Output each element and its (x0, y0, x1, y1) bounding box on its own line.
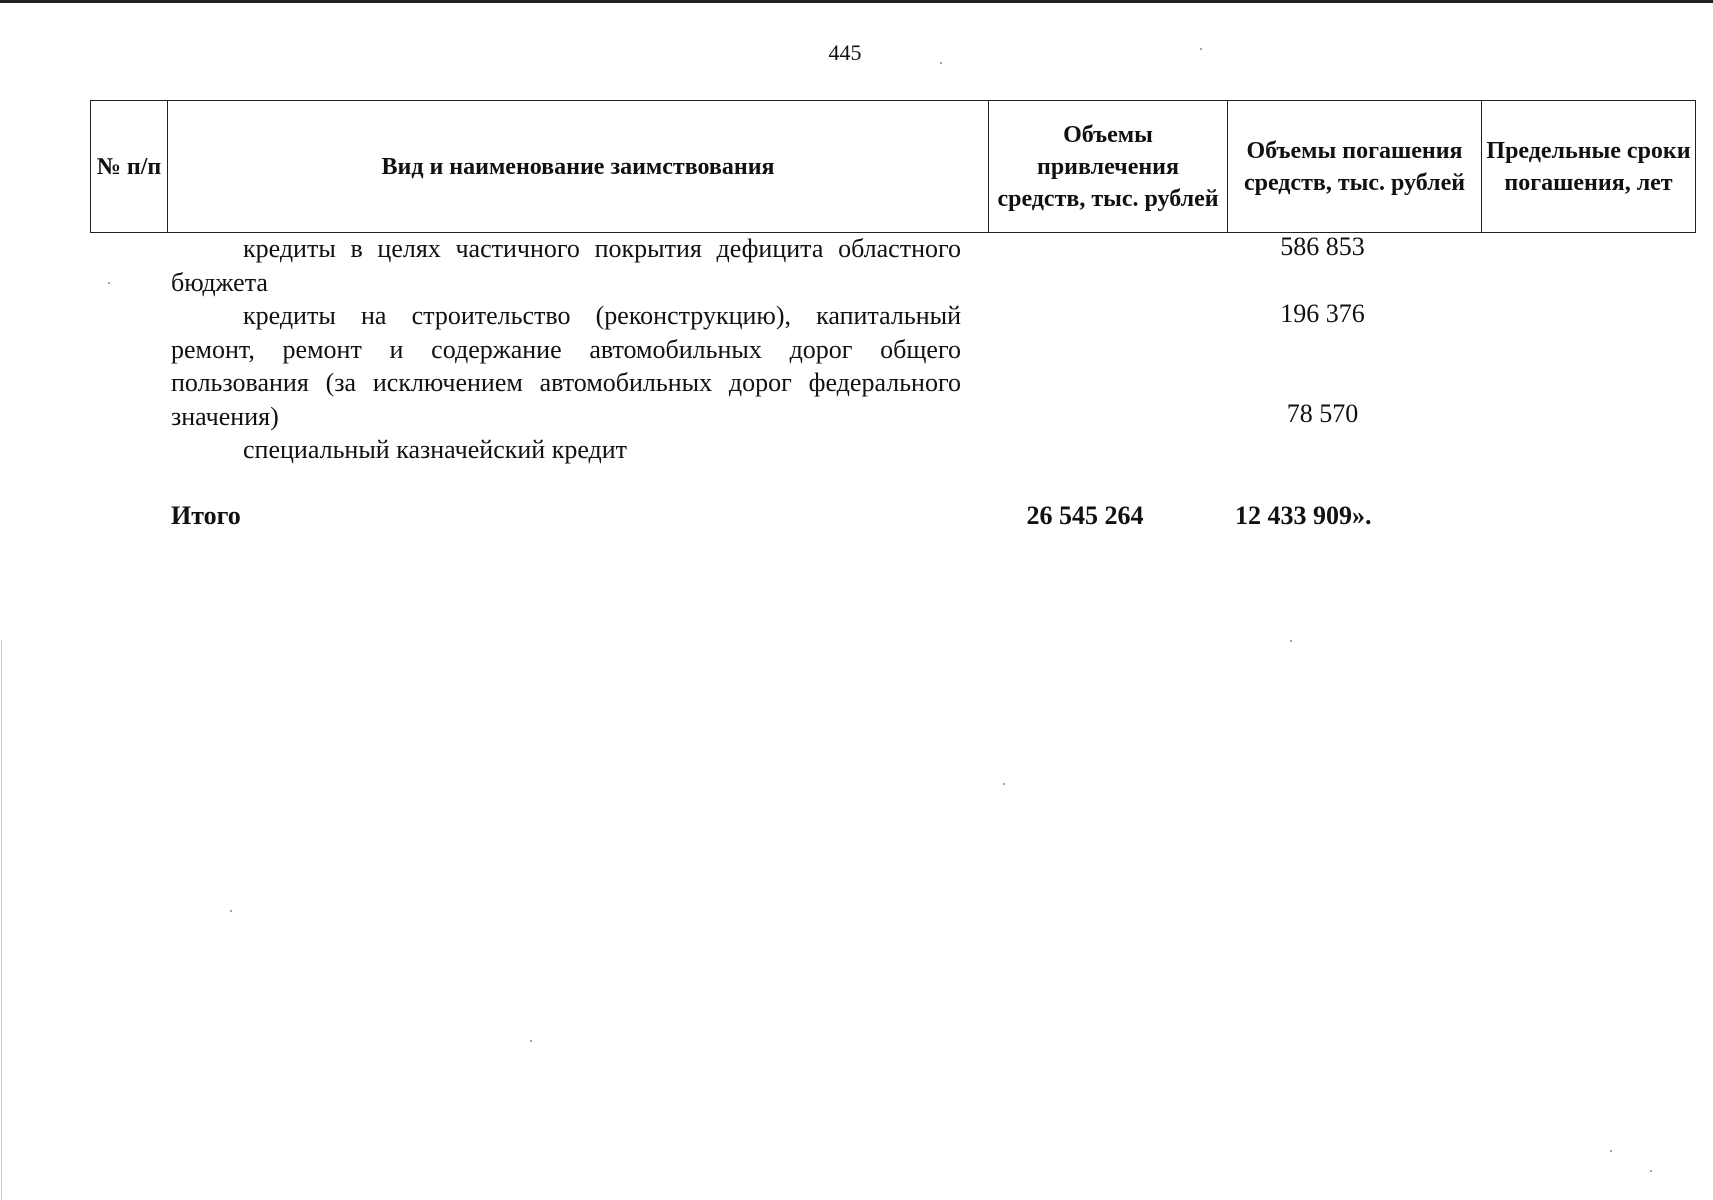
header-row (91, 101, 1696, 233)
scan-speck (1200, 48, 1202, 50)
header-borrowing-name: Вид и наименование заимствования (168, 101, 989, 233)
row-description: специальный казначейский кредит (243, 435, 628, 464)
row-repayment-value: 196 376 (1280, 299, 1365, 328)
scan-speck (1610, 1150, 1612, 1152)
scan-speck (940, 62, 942, 64)
header-attraction-volume: Объемы привлечения средств, тыс. рублей (989, 101, 1228, 233)
scan-speck (1290, 640, 1292, 642)
borrowing-rows (171, 232, 961, 467)
row-repayment-value: 586 853 (1280, 232, 1365, 261)
page-number: 445 (828, 40, 862, 65)
row-description: кредиты на строительство (реконструкцию), капитальный ремонт, ремонт и содержание автомобильных дорог общего пользования (за исключением автомобильных дорог федерального значения) (171, 301, 961, 431)
total-repayment-value: 12 433 909». (1235, 501, 1372, 530)
total-label: Итого (171, 501, 241, 530)
scan-speck (108, 282, 110, 284)
scan-margin-line (1, 640, 2, 1200)
header-repayment-term: Предельные сроки погашения, лет (1482, 101, 1696, 233)
header-repayment-volume: Объемы погашения средств, тыс. рублей (1228, 101, 1482, 233)
row-repayment-value: 78 570 (1286, 399, 1359, 428)
scan-speck (530, 1040, 532, 1042)
total-attraction-value: 26 545 264 (1026, 501, 1144, 530)
scan-speck (230, 910, 232, 912)
scan-speck (1650, 1170, 1652, 1172)
page-top-edge (0, 0, 1713, 3)
row-description: кредиты в целях частичного покрытия дефицита областного бюджета (171, 234, 961, 297)
header-number: № п/п (91, 101, 168, 233)
borrowing-table-header (90, 100, 1696, 233)
scan-speck (1003, 783, 1005, 785)
